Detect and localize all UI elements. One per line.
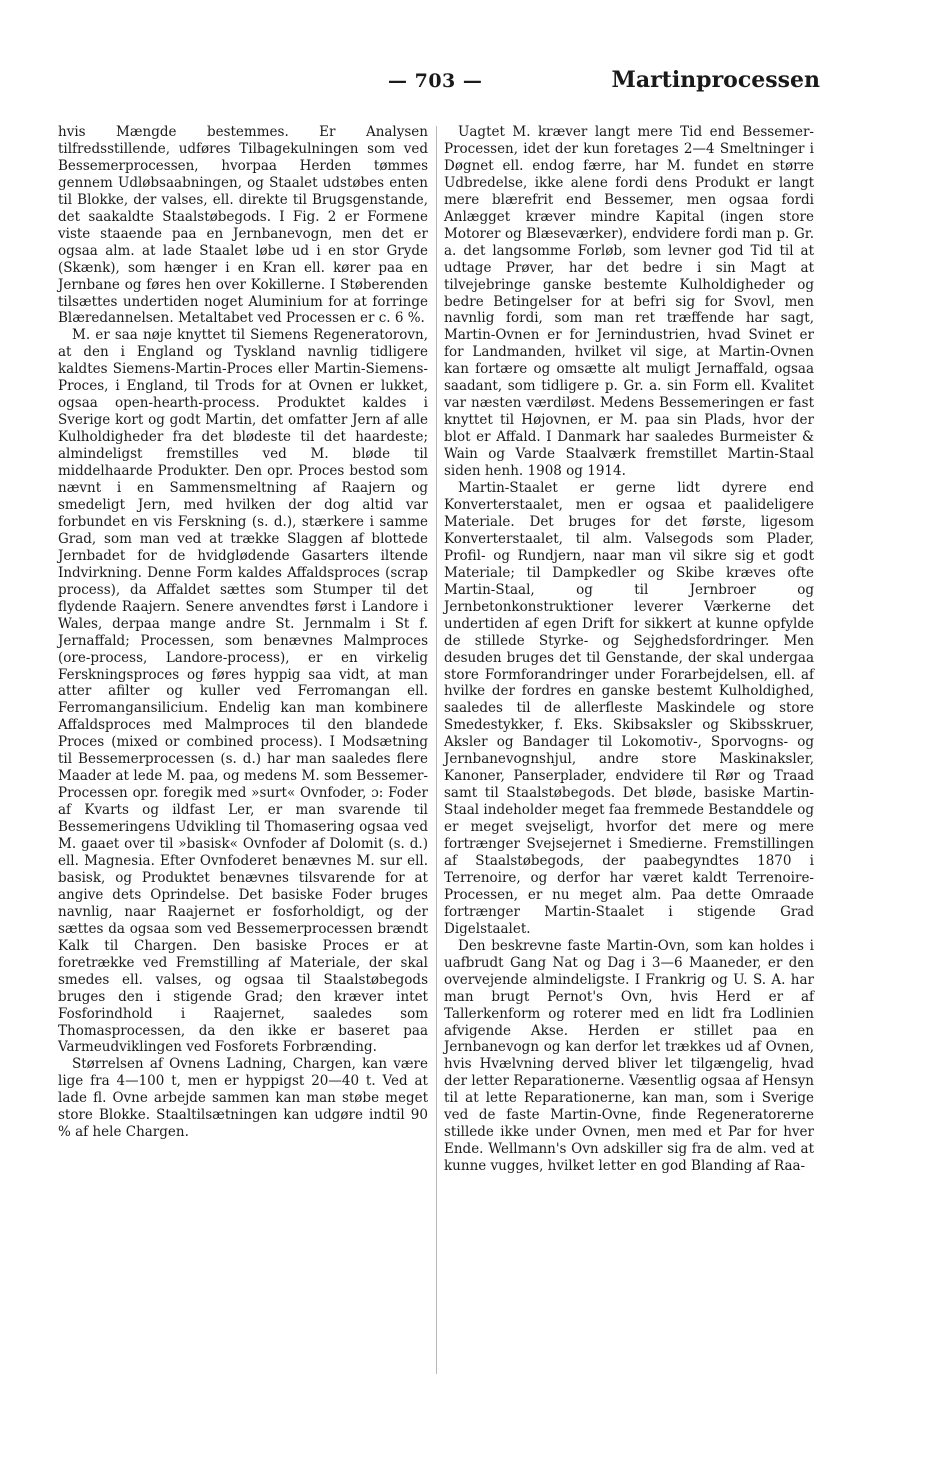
paragraph: Størrelsen af Ovnens Ladning, Chargen, kan være lige fra 4—100 t, men er hyppigst 20—40 t. Ved at lade fl. Ovne arbejde sammen kan man støbe meget store Blokke. Staaltilsætningen kan udgøre indtil 90 % af hele Chargen. [58,1056,428,1141]
paragraph: Martin-Staalet er gerne lidt dyrere end Konverterstaalet, men er ogsaa et paalideligere Materiale. Det bruges for det første, ligesom Konverterstaalet, til alm. Valsegods som Plader, Profil- og Rundjern, naar man vil sikre sig et godt Materiale; til Dampkedler og Skibe kræves ofte Martin-Staal, og til Jernbroer og Jernbetonkonstruktioner leverer Værkerne det undertiden af egen Drift for sikkert at kunne opfylde de stillede Styrke- og Sejghedsfordringer. Men desuden bruges det til Genstande, der skal undergaa store Formforandringer under Forarbejdelsen, ell. af hvilke der fordres en ganske bestemt Kulholdighed, saaledes til de allerfleste Maskindele og store Smedestykker, f. Eks. Skibsaksler og Skibsskruer, Aksler og Bandager til Lokomotiv-, Sporvogns- og Jernbanevognshjul, andre store Maskinaksler, Kanoner, Panserplader, endvidere til Rør og Traad samt til Staalstøbegods. Det bløde, basiske Martin-Staal indeholder meget faa fremmede Bestanddele og er meget svejseligt, hvorfor det mere og mere fortrænger Svejsejernet i Smedierne. Fremstillingen af Staalstøbegods, der paabegyndtes 1870 i Terrenoire, og derfor har været kaldt Terrenoire-Processen, er nu meget alm. Paa dette Omraade fortrænger Martin-Staalet i stigende Grad Digelstaalet. [444,480,814,937]
paragraph: hvis Mængde bestemmes. Er Analysen tilfredsstillende, udføres Tilbagekulningen som ved Bessemerprocessen, hvorpaa Herden tømmes gennem Udløbsaabningen, og Staalet udstøbes enten til Blokke, der valses, ell. direkte til Brugsgenstande, det saakaldte Staalstøbegods. I Fig. 2 er Formene viste staaende paa en Jernbanevogn, men det er ogsaa alm. at lade Staalet løbe ud i en stor Gryde (Skænk), som hænger i en Kran ell. kører paa en Jernbane og føres hen over Kokillerne. I Støberenden tilsættes undertiden noget Aluminium for at forringe Blæredannelsen. Metaltabet ved Processen er c. 6 %. [58,124,428,327]
page-number: — 703 — [388,70,483,92]
running-title: Martinprocessen [611,67,820,93]
left-column [58,124,428,1141]
page-header [0,64,928,104]
paragraph: M. er saa nøje knyttet til Siemens Regeneratorovn, at den i England og Tyskland navnlig tidligere kaldtes Siemens-Martin-Proces eller Martin-Siemens-Proces, i England, til Trods for at Ovnen er lukket, ogsaa open-hearth-process. Produktet kaldes i Sverige kort og godt Martin, det omfatter Jern af alle Kulholdigheder fra det blødeste til det haardeste; almindeligst fremstilles ved M. bløde til middelhaarde Produkter. Den opr. Proces bestod som nævnt i en Sammensmeltning af Raajern og smedeligt Jern, med hvilken der dog altid var forbundet en vis Ferskning (s. d.), stærkere i samme Grad, som man ved at trække Slaggen af blottede Jernbadet for de hvidglødende Gasarters iltende Indvirkning. Denne Form kaldes Affaldsproces (scrap process), da Affaldet sættes som Stumper til det flydende Raajern. Senere anvendtes først i Landore i Wales, derpaa mange andre St. Jernmalm i St f. Jernaffald; Processen, som benævnes Malmproces (ore-process, Landore-process), er en virkelig Ferskningsproces og føres hyppig saa vidt, at man atter afilter og kuller ved Ferromangan ell. Ferromangansilicium. Endelig kan man kombinere Affaldsproces med Malmproces til den blandede Proces (mixed or combined process). I Modsætning til Bessemerprocessen (s. d.) har man saaledes flere Maader at lede M. paa, og medens M. som Bessemer-Processen opr. foregik med »surt« Ovnfoder, ɔ: Foder af Kvarts og ildfast Ler, er man svarende til Bessemeringens Udvikling til Thomasering ogsaa ved M. gaaet over til »basisk« Ovnfoder af Dolomit (s. d.) ell. Magnesia. Efter Ovnfoderet benævnes M. sur ell. basisk, og Produktet benævnes tilsvarende for at angive dets Oprindelse. Det basiske Foder bruges navnlig, naar Raajernet er fosforholdigt, og der sættes da ogsaa som ved Bessemerprocessen brændt Kalk til Chargen. Den basiske Proces er at foretrække ved Fremstilling af Materiale, der skal smedes ell. valses, og ogsaa til Staalstøbegods bruges den i stigende Grad; den kræver intet Fosforindhold i Raajernet, saaledes som Thomasprocessen, da den ikke er baseret paa Varmeudviklingen ved Fosforets Forbrænding. [58,327,428,1056]
paragraph: Uagtet M. kræver langt mere Tid end Bessemer-Processen, idet der kun foretages 2—4 Smeltninger i Døgnet ell. endog færre, har M. fundet en større Udbredelse, ikke alene fordi dens Produkt er langt mere blærefrit end Bessemer, men ogsaa fordi Anlægget kræver mindre Kapital (ingen store Motorer og Blæseværker), endvidere fordi man p. Gr. a. det langsomme Forløb, som levner god Tid til at udtage Prøver, har det bedre i sin Magt at tilvejebringe ganske bestemte Kulholdigheder og bedre Betingelser for at befri sig for Svovl, men navnlig fordi, som man ret træffende har sagt, Martin-Ovnen er for Jernindustrien, hvad Svinet er for Landmanden, hvilket vil sige, at Martin-Ovnen kan fortære og omsætte alt muligt Jernaffald, ogsaa saadant, som tidligere p. Gr. a. sin Form ell. Kvalitet var næsten værdiløst. Medens Bessemeringen er fast knyttet til Højovnen, er M. paa sin Plads, hvor der blot er Affald. I Danmark har saaledes Burmeister & Wain og Varde Staalværk fremstillet Martin-Staal siden henh. 1908 og 1914. [444,124,814,480]
column-divider [436,126,437,1374]
paragraph: Den beskrevne faste Martin-Ovn, som kan holdes i uafbrudt Gang Nat og Dag i 3—6 Maaneder, er den overvejende almindeligste. I Frankrig og U. S. A. har man brugt Pernot's Ovn, hvis Herd er af Tallerkenform og roterer med en lidt fra Lodlinien afvigende Akse. Herden er stillet paa en Jernbanevogn og kan derfor let trækkes ud af Ovnen, hvis Hvælvning derved bliver let tilgængelig, hvad der letter Reparationerne. Væsentlig ogsaa af Hensyn til at lette Reparationerne, kan man, som i Sverige ved de faste Martin-Ovne, finde Regeneratorerne stillede ikke under Ovnen, men med et Par for hver Ende. Wellmann's Ovn adskiller sig fra de alm. ved at kunne vugges, hvilket letter en god Blanding af Raa- [444,937,814,1175]
right-column [444,124,814,1175]
